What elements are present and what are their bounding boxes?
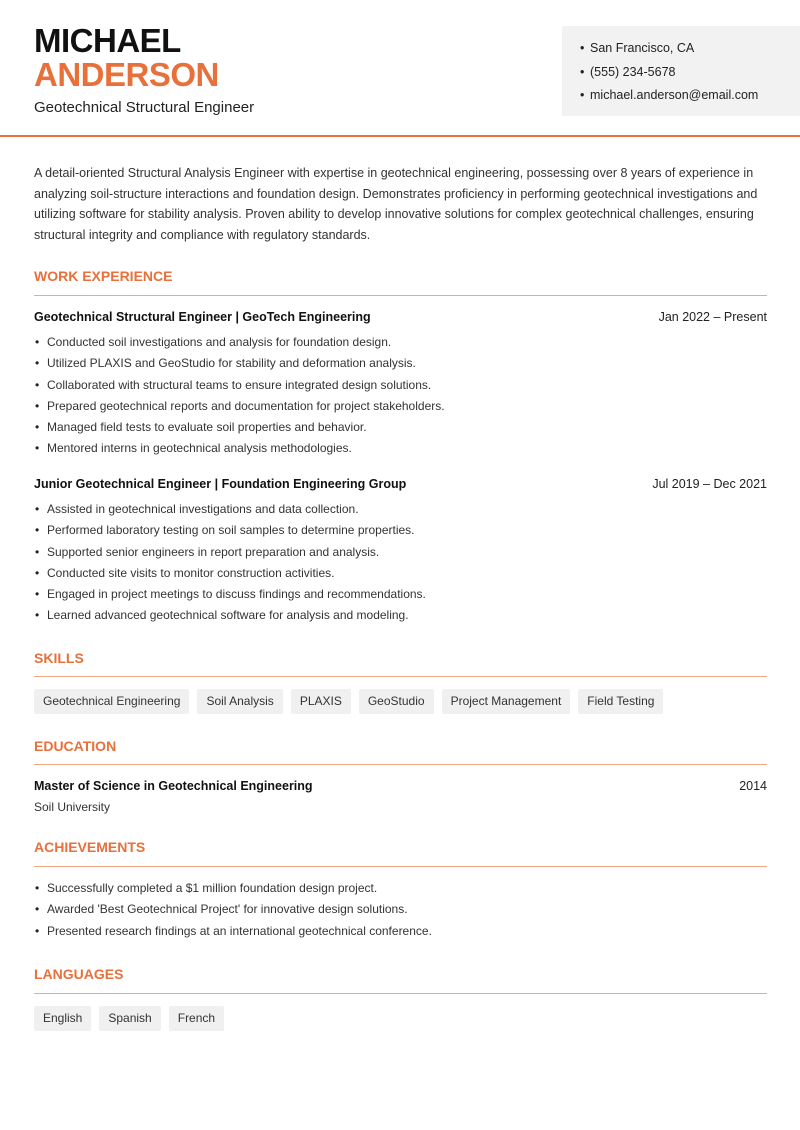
skills-tags: [34, 689, 663, 714]
job-title: Geotechnical Structural Engineer: [34, 99, 255, 116]
language-tags: [34, 1006, 224, 1031]
section-title-languages: LANGUAGES: [34, 966, 124, 982]
language-tag: English: [34, 1006, 91, 1031]
section-divider: [34, 993, 767, 994]
job-bullets: [34, 332, 445, 460]
contact-phone: • (555) 234-5678: [580, 61, 800, 85]
summary-paragraph: A detail-oriented Structural Analysis Engineer with expertise in geotechnical engineering, possessing over 8 years of experience in analyzing soil-structure interactions and foundation design. Demonstrates proficiency in performing geotechnical investigations and utilizing software for stability analysis. Proven ability to develop innovative solutions for complex geotechnical challenges, ensuring structural integrity and compliance with regulatory standards.: [34, 166, 758, 243]
last-name: ANDERSON: [34, 56, 219, 93]
list-item: • Supported senior engineers in report preparation and analysis.: [34, 542, 426, 563]
list-item: • Conducted site visits to monitor construction activities.: [34, 563, 426, 584]
education-header: [34, 779, 767, 793]
degree: Master of Science in Geotechnical Engineering: [34, 779, 313, 793]
list-item: • Presented research findings at an international geotechnical conference.: [34, 921, 432, 942]
resume-header: [0, 0, 800, 137]
graduation-year: 2014: [739, 779, 767, 793]
list-item: • Learned advanced geotechnical software for analysis and modeling.: [34, 605, 426, 626]
section-title-skills: SKILLS: [34, 650, 84, 666]
job-bullets: [34, 499, 426, 627]
contact-email: • michael.anderson@email.com: [580, 84, 800, 108]
job-dates: Jan 2022 – Present: [658, 310, 767, 324]
section-title-education: EDUCATION: [34, 738, 117, 754]
job-header: [34, 310, 767, 324]
skill-tag: Geotechnical Engineering: [34, 689, 189, 714]
section-divider: [34, 676, 767, 677]
list-item: • Mentored interns in geotechnical analysis methodologies.: [34, 438, 445, 459]
list-item: • Performed laboratory testing on soil samples to determine properties.: [34, 520, 426, 541]
job-dates: Jul 2019 – Dec 2021: [652, 477, 767, 491]
list-item: • Conducted soil investigations and analysis for foundation design.: [34, 332, 445, 353]
list-item: • Prepared geotechnical reports and documentation for project stakeholders.: [34, 396, 445, 417]
section-title-achievements: ACHIEVEMENTS: [34, 839, 146, 855]
list-item: • Awarded 'Best Geotechnical Project' for innovative design solutions.: [34, 899, 432, 920]
job-title-company: Junior Geotechnical Engineer | Foundation Engineering Group: [34, 477, 407, 491]
list-item: • Managed field tests to evaluate soil properties and behavior.: [34, 417, 445, 438]
section-divider: [34, 295, 767, 296]
list-item: • Successfully completed a $1 million foundation design project.: [34, 878, 432, 899]
skill-tag: Soil Analysis: [197, 689, 282, 714]
list-item: • Engaged in project meetings to discuss findings and recommendations.: [34, 584, 426, 605]
section-title-experience: WORK EXPERIENCE: [34, 268, 173, 284]
contact-panel: [562, 26, 800, 116]
skill-tag: Field Testing: [578, 689, 663, 714]
language-tag: French: [169, 1006, 224, 1031]
list-item: • Utilized PLAXIS and GeoStudio for stability and deformation analysis.: [34, 353, 445, 374]
school-name: Soil University: [34, 800, 111, 814]
job-title-company: Geotechnical Structural Engineer | GeoTech Engineering: [34, 310, 371, 324]
list-item: • Assisted in geotechnical investigations and data collection.: [34, 499, 426, 520]
job-header: [34, 477, 767, 491]
section-divider: [34, 764, 767, 765]
skill-tag: PLAXIS: [291, 689, 351, 714]
skill-tag: GeoStudio: [359, 689, 434, 714]
list-item: • Collaborated with structural teams to ensure integrated design solutions.: [34, 375, 445, 396]
achievement-bullets: [34, 878, 432, 942]
skill-tag: Project Management: [442, 689, 571, 714]
first-name: MICHAEL: [34, 22, 181, 59]
language-tag: Spanish: [99, 1006, 160, 1031]
section-divider: [34, 866, 767, 867]
contact-location: • San Francisco, CA: [580, 37, 800, 61]
